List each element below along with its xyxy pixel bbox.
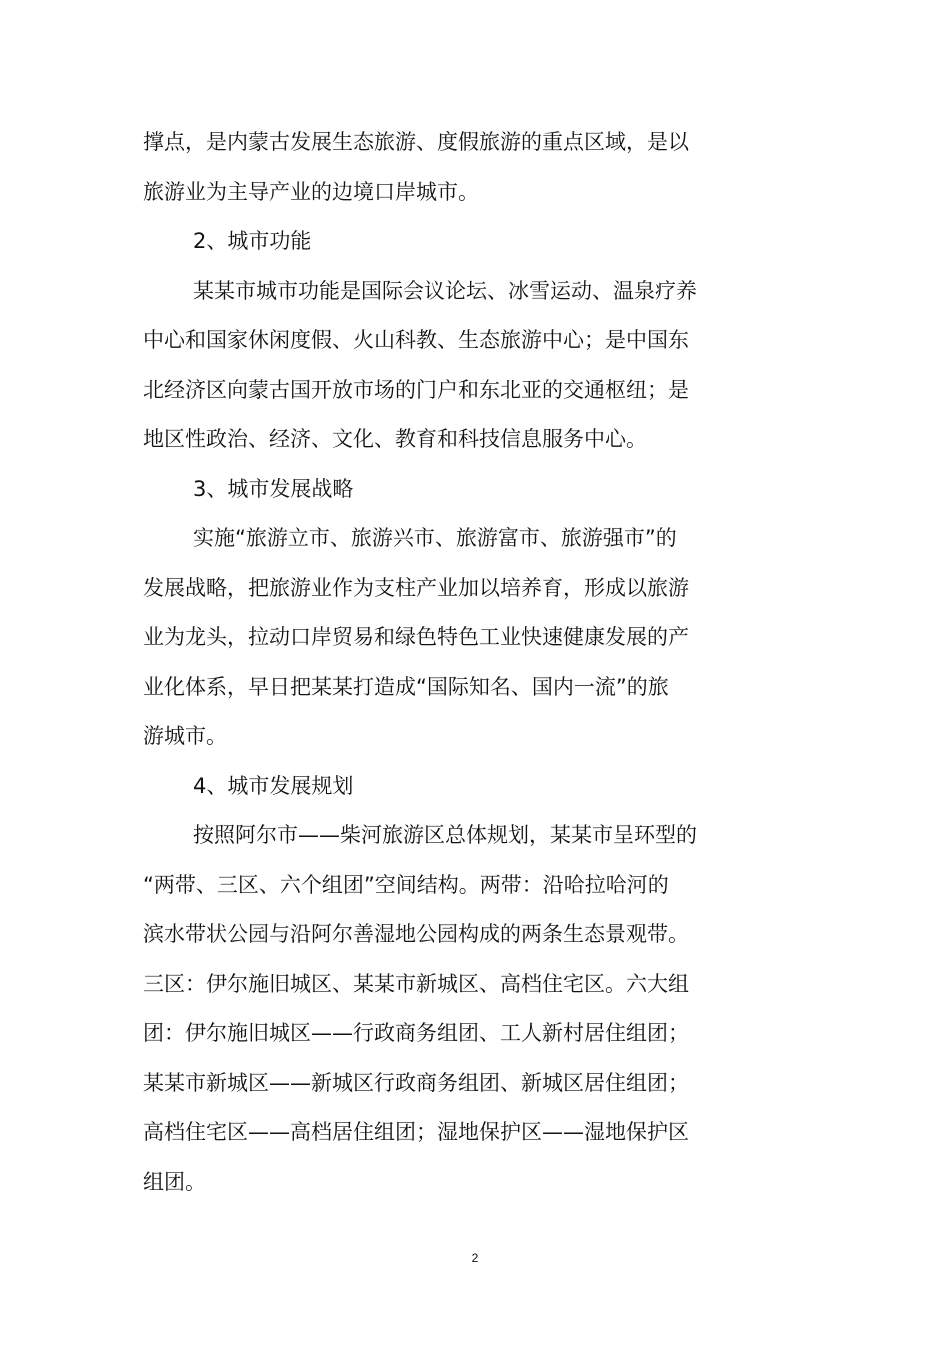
text-line: 某某市城市功能是国际会议论坛、冰雪运动、温泉疗养	[193, 278, 697, 303]
text-line: 组团。	[143, 1169, 206, 1194]
text-line: 撑点，是内蒙古发展生态旅游、度假旅游的重点区域，是以	[143, 130, 689, 154]
section-heading: 4、城市发展规划	[193, 773, 354, 798]
text-line: “两带、三区、六个组团”空间结构。两带：沿哈拉哈河的	[143, 872, 669, 897]
section-heading: 3、城市发展战略	[193, 476, 354, 501]
text-line: 业化体系，早日把某某打造成“国际知名、国内一流”的旅	[143, 674, 669, 699]
text-line: 某某市新城区——新城区行政商务组团、新城区居住组团；	[143, 1070, 689, 1095]
text-line: 按照阿尔市——柴河旅游区总体规划，某某市呈环型的	[193, 823, 697, 847]
section-heading: 2、城市功能	[193, 229, 312, 253]
text-line: 实施“旅游立市、旅游兴市、旅游富市、旅游强市”的	[193, 526, 677, 550]
text-line: 游城市。	[143, 724, 227, 748]
body-text	[143, 118, 743, 1207]
text-line: 三区：伊尔施旧城区、某某市新城区、高档住宅区。六大组	[143, 971, 689, 996]
text-line: 北经济区向蒙古国开放市场的门户和东北亚的交通枢纽；是	[143, 377, 689, 402]
page-number: 2	[471, 1251, 479, 1265]
text-line: 业为龙头，拉动口岸贸易和绿色特色工业快速健康发展的产	[143, 625, 689, 649]
text-line: 地区性政治、经济、文化、教育和科技信息服务中心。	[143, 427, 647, 451]
text-line: 滨水带状公园与沿阿尔善湿地公园构成的两条生态景观带。	[143, 922, 689, 946]
text-line: 旅游业为主导产业的边境口岸城市。	[143, 179, 479, 204]
text-line: 发展战略，把旅游业作为支柱产业加以培养育，形成以旅游	[143, 575, 689, 600]
text-line: 团：伊尔施旧城区——行政商务组团、工人新村居住组团；	[143, 1021, 689, 1045]
text-line: 高档住宅区——高档居住组团；湿地保护区——湿地保护区	[143, 1120, 689, 1144]
text-line: 中心和国家休闲度假、火山科教、生态旅游中心；是中国东	[143, 328, 689, 352]
